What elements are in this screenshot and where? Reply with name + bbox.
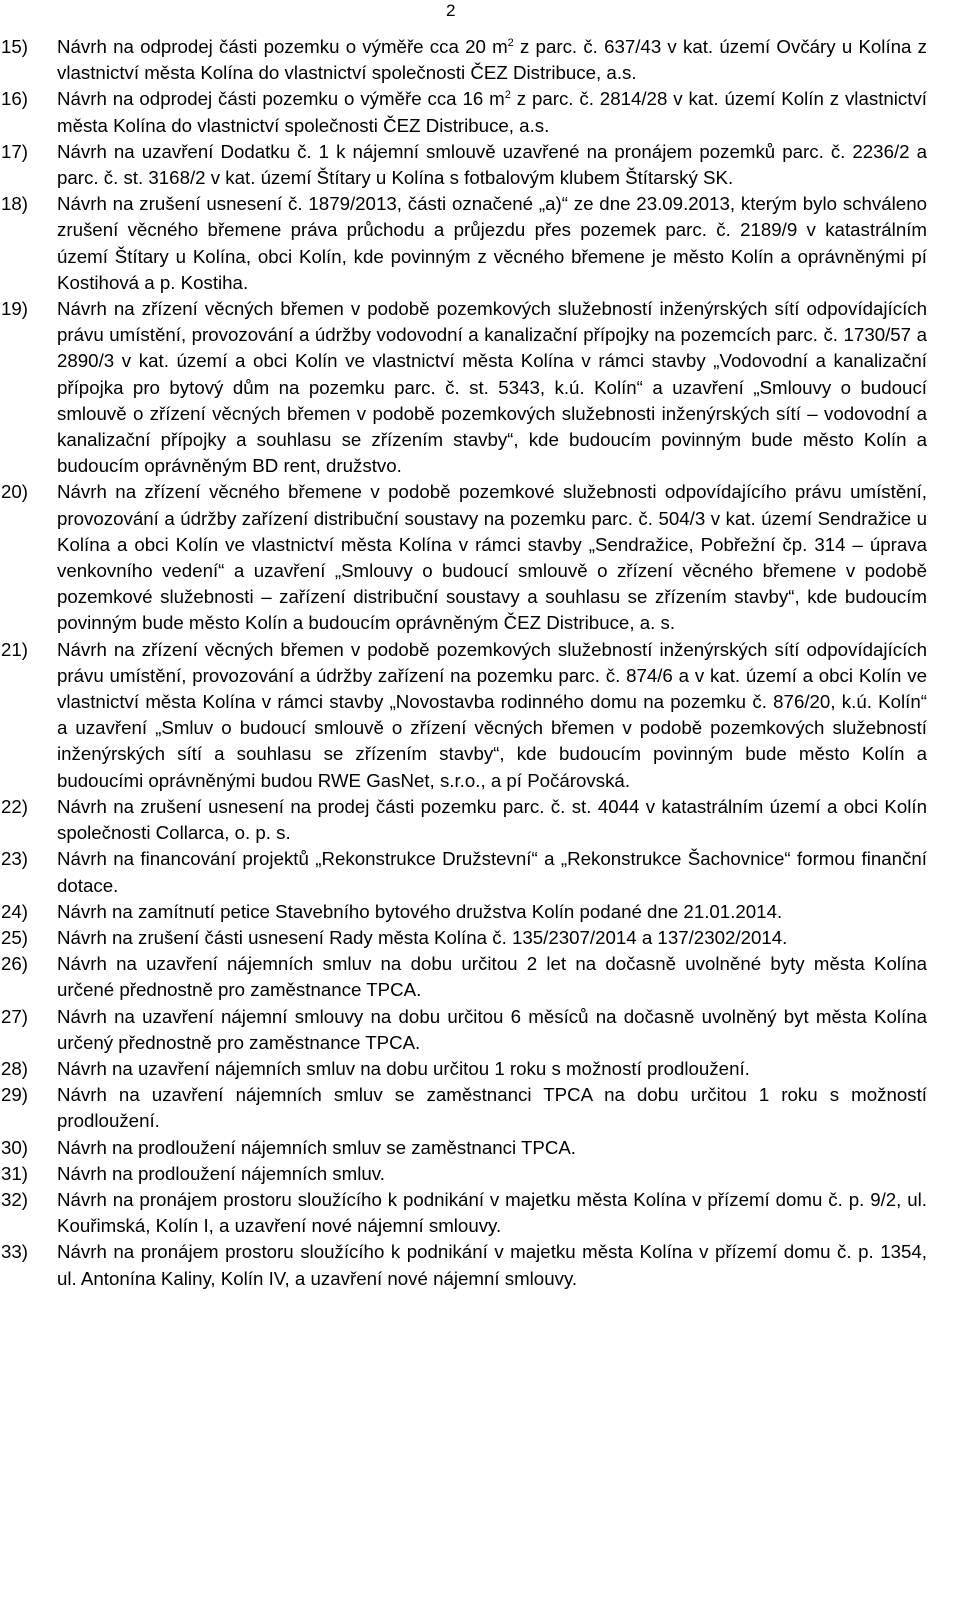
- agenda-item-number: 33): [1, 1241, 29, 1263]
- agenda-item-number: 19): [1, 298, 29, 320]
- agenda-item-number: 20): [1, 481, 29, 503]
- agenda-item: [0, 191, 960, 296]
- agenda-item-number: 25): [1, 926, 29, 948]
- agenda-item-number: 24): [1, 900, 29, 922]
- agenda-item-text: Návrh na zrušení usnesení na prodej části pozemku parc. č. st. 4044 v katastrálním území a obci Kolín společnosti Collarca, o. p. s.: [57, 795, 927, 844]
- agenda-item-text: Návrh na zamítnutí petice Stavebního bytového družstva Kolín podané dne 21.01.2014.: [57, 900, 783, 922]
- agenda-item-number: 28): [1, 1057, 29, 1079]
- agenda-item: [0, 899, 960, 925]
- agenda-item-number: 16): [1, 88, 29, 110]
- agenda-item-text: Návrh na zrušení usnesení č. 1879/2013, části označené „a)“ ze dne 23.09.2013, kterým bylo schváleno zrušení věcného břemene práva průchodu a průjezdu přes pozemek parc. č. 2189/9 v katastrálním území Štítary u Kolína, obci Kolín, kde povinným z věcného břemene je město Kolín a oprávněnými pí Kostihová a p. Kostiha.: [57, 193, 927, 293]
- agenda-item: [0, 794, 960, 846]
- agenda-item-text: Návrh na pronájem prostoru sloužícího k podnikání v majetku města Kolína v přízemí domu č. p. 1354, ul. Antonína Kaliny, Kolín IV, a uzavření nové nájemní smlouvy.: [57, 1241, 927, 1289]
- agenda-item-number: 23): [1, 848, 29, 870]
- agenda-item-number: 17): [1, 140, 29, 162]
- agenda-item-number: 27): [1, 1005, 29, 1027]
- agenda-item: [0, 1082, 960, 1134]
- agenda-item: [0, 86, 960, 138]
- agenda-item-text: Návrh na uzavření nájemní smlouvy na dobu určitou 6 měsíců na dočasně uvolněný byt města Kolína určený přednostně pro zaměstnance TPCA.: [57, 1005, 927, 1053]
- agenda-item-text: Návrh na zřízení věcných břemen v podobě pozemkových služebností inženýrských sítí odpovídajících právu umístění, provozování a údržby zařízení na pozemku parc. č. 874/6 a v kat. území a obci Kolín ve vlastnictví města Kolína v rámci stavby „Novostavba rodinného domu na pozemku č. 876/20, k.ú. Kolín“ a uzavření „Smluv o budoucí smlouvě o zřízení věcných břemen v podobě pozemkových služebností inženýrských sítí a souhlasu se zřízením stavby“, kde budoucím povinným bude město Kolín a budoucími oprávněnými budou RWE GasNet, s.r.o., a pí Počárovská.: [57, 638, 927, 791]
- agenda-item-number: 30): [1, 1136, 29, 1158]
- agenda-item-text: Návrh na zrušení části usnesení Rady města Kolína č. 135/2307/2014 a 137/2302/2014.: [57, 926, 788, 948]
- agenda-item: [0, 951, 960, 1003]
- agenda-item-text: Návrh na uzavření nájemních smluv na dobu určitou 1 roku s možností prodloužení.: [57, 1057, 750, 1079]
- agenda-item: [0, 1135, 960, 1161]
- agenda-item-text: Návrh na odprodej části pozemku o výměře cca 20 $m^2$ z parc. č. 637/43 v kat. území Ovčáry u Kolína z vlastnictví města Kolína do vlastnictví společnosti ČEZ Distribuce, a.s.: [57, 36, 927, 84]
- agenda-item-text: Návrh na pronájem prostoru sloužícího k podnikání v majetku města Kolína v přízemí domu č. p. 9/2, ul. Kouřimská, Kolín I, a uzavření nové nájemní smlouvy.: [57, 1188, 927, 1237]
- agenda-item-text: Návrh na uzavření nájemních smluv na dobu určitou 2 let na dočasně uvolněné byty města Kolína určené přednostně pro zaměstnance TPCA.: [57, 953, 927, 1001]
- agenda-item: [0, 1161, 960, 1187]
- agenda-item: [0, 846, 960, 898]
- agenda-item-number: 29): [1, 1084, 29, 1106]
- agenda-item-number: 31): [1, 1162, 29, 1184]
- agenda-item: [0, 1004, 960, 1056]
- agenda-item-text: Návrh na uzavření nájemních smluv se zaměstnanci TPCA na dobu určitou 1 roku s možností prodloužení.: [57, 1084, 927, 1132]
- agenda-item-text: Návrh na zřízení věcných břemen v podobě pozemkových služebností inženýrských sítí odpovídajících právu umístění, provozování a údržby vodovodní a kanalizační přípojky na pozemcích parc. č. 1730/57 a 2890/3 v kat. území a obci Kolín ve vlastnictví města Kolína v rámci stavby „Vodovodní a kanalizační přípojka pro bytový dům na pozemku parc. č. st. 5343, k.ú. Kolín“ a uzavření „Smlouvy o budoucí smlouvě o zřízení věcných břemen v podobě pozemkových služebnosti inženýrských sítí – vodovodní a kanalizační přípojky a souhlasu se zřízením stavby“, kde budoucím povinným bude město Kolín a budoucím oprávněným BD rent, družstvo.: [57, 298, 927, 477]
- agenda-item-text: Návrh na prodloužení nájemních smluv.: [57, 1162, 385, 1184]
- agenda-item-number: 32): [1, 1188, 29, 1210]
- agenda-item: [0, 637, 960, 794]
- agenda-item: [0, 1056, 960, 1082]
- agenda-item: [0, 139, 960, 191]
- agenda-item-text: Návrh na financování projektů „Rekonstrukce Družstevní“ a „Rekonstrukce Šachovnice“ formou finanční dotace.: [57, 848, 927, 896]
- agenda-item: [0, 1239, 960, 1291]
- agenda-item: [0, 296, 960, 479]
- agenda-item: [0, 1187, 960, 1239]
- page-number: 2: [446, 1, 456, 20]
- agenda-item: [0, 479, 960, 636]
- agenda-item-text: Návrh na zřízení věcného břemene v podobě pozemkové služebnosti odpovídajícího právu umístění, provozování a údržby zařízení distribuční soustavy na pozemku parc. č. 504/3 v kat. území Sendražice u Kolína a obci Kolín ve vlastnictví města Kolína v rámci stavby „Sendražice, Pobřežní čp. 314 – úprava venkovního vedení“ a uzavření „Smlouvy o budoucí smlouvě o zřízení věcného břemene v podobě pozemkové služebnosti – zařízení distribuční soustavy a souhlasu se zřízením stavby“, kde budoucím povinným bude město Kolín a budoucím oprávněným ČEZ Distribuce, a. s.: [57, 481, 927, 634]
- agenda-item-text: Návrh na uzavření Dodatku č. 1 k nájemní smlouvě uzavřené na pronájem pozemků parc. č. 2236/2 a parc. č. st. 3168/2 v kat. území Štítary u Kolína s fotbalovým klubem Štítarský SK.: [57, 140, 927, 189]
- agenda-item-number: 22): [1, 795, 29, 817]
- agenda-item: [0, 34, 960, 86]
- agenda-list: [0, 34, 960, 1292]
- agenda-item-number: 18): [1, 193, 29, 215]
- agenda-item-number: 21): [1, 638, 29, 660]
- agenda-item: [0, 925, 960, 951]
- agenda-item-number: 15): [1, 36, 29, 57]
- agenda-item-number: 26): [1, 953, 29, 975]
- agenda-item-text: Návrh na odprodej části pozemku o výměře cca 16 $m^2$ z parc. č. 2814/28 v kat. území Kolín z vlastnictví města Kolína do vlastnictví společnosti ČEZ Distribuce, a.s.: [57, 88, 927, 136]
- agenda-item-text: Návrh na prodloužení nájemních smluv se zaměstnanci TPCA.: [57, 1136, 576, 1158]
